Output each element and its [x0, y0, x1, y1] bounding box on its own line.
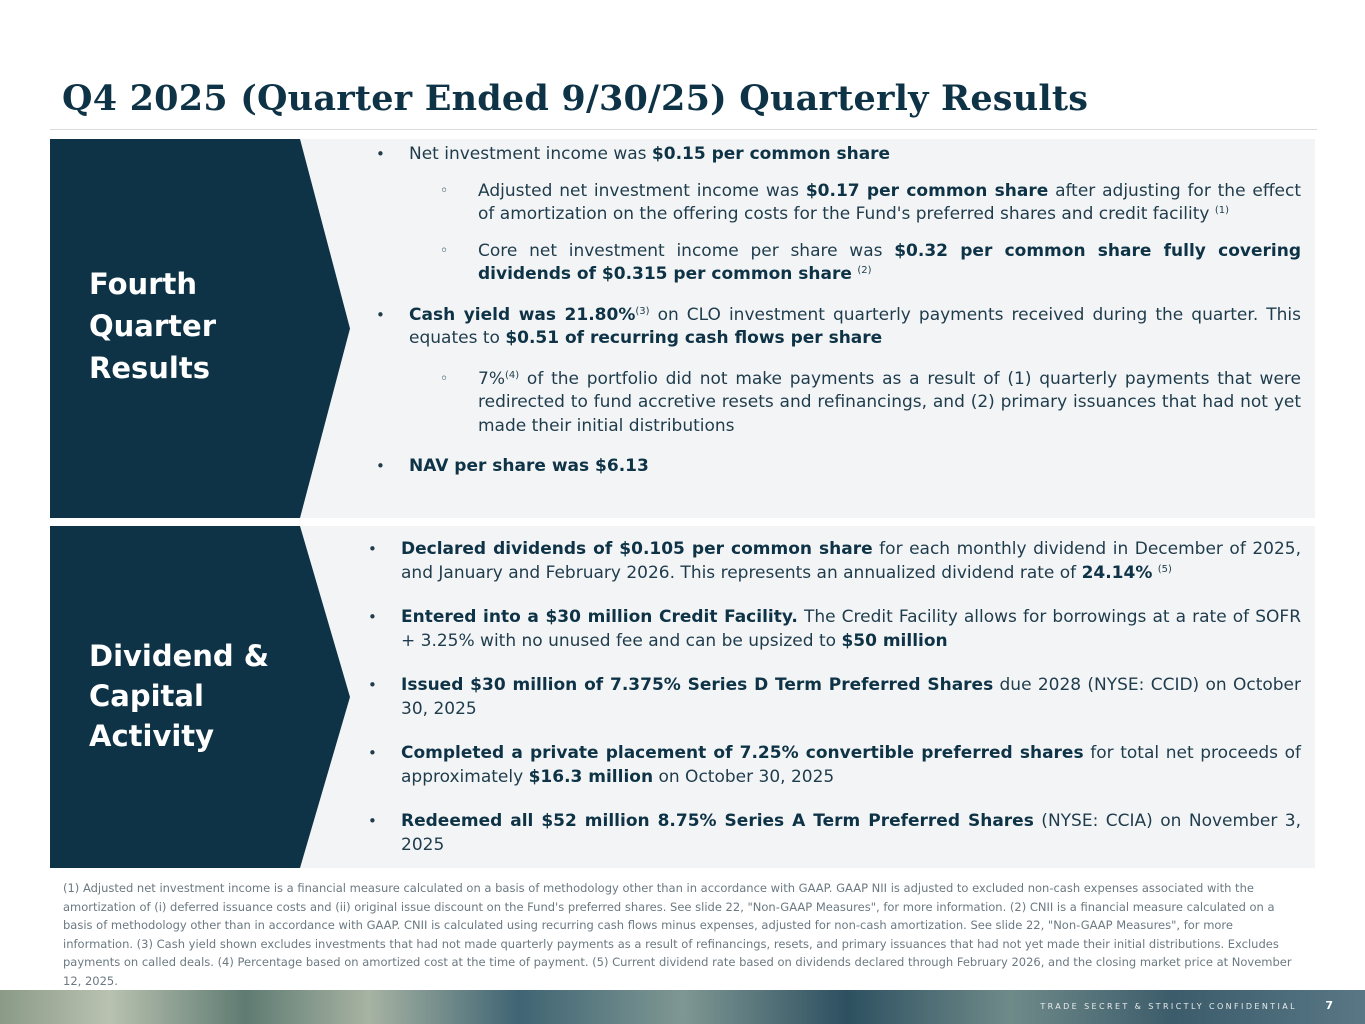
section-label-line: Results [89, 351, 210, 385]
emphasis-text: $16.3 million [528, 766, 654, 787]
emphasis-text: Cash yield was 21.80% [409, 304, 636, 325]
bullet-marker: • [368, 812, 377, 830]
body-text: of the portfolio did not make payments as a result of (1) quarterly payments that were redirected to fund accretive resets and refinancings, and (2) primary issuances that had not yet made their initial distributions [478, 368, 1301, 436]
emphasis-text: $0.32 per common share fully covering dividends of $0.315 per common share [478, 240, 1301, 284]
fourth-quarter-results-panel [50, 139, 1315, 518]
dividend-capital-activity-panel [50, 526, 1315, 868]
bullet-marker: • [368, 608, 377, 626]
emphasis-text: Completed a private placement of 7.25% convertible preferred shares [401, 743, 1084, 763]
body-text: due 2028 (NYSE: CCID) on October 30, 2025 [401, 675, 1301, 719]
body-text: after adjusting for the effect of amortization on the offering costs for the Fund's preferred shares and credit facility [478, 180, 1302, 224]
emphasis-text: $0.51 of recurring cash flows per share [505, 328, 883, 348]
body-text: 7% [478, 368, 505, 389]
body-text: for total net proceeds of approximately [401, 743, 1302, 787]
emphasis-text: $0.17 per common share [805, 180, 1049, 201]
sub-bullet-marker: ◦ [440, 182, 449, 199]
section-label-line: Quarter [89, 309, 217, 343]
slide-title: Q4 2025 (Quarter Ended 9/30/25) Quarterly Results [62, 78, 1089, 119]
section-label-line: Activity [89, 719, 215, 753]
emphasis-text: 24.14% [1081, 562, 1153, 583]
bullet-item [365, 538, 1301, 585]
section-label-line: Fourth [89, 267, 198, 301]
sub-bullet-item [373, 368, 1301, 439]
confidentiality-label: TRADE SECRET & STRICTLY CONFIDENTIAL [1040, 1002, 1297, 1011]
emphasis-text: $0.15 per common share [651, 144, 891, 164]
title-divider [50, 129, 1317, 130]
footnote-ref: (1) [1214, 205, 1229, 216]
body-text: Core net investment income per share was [478, 240, 895, 261]
emphasis-text: NAV per share was $6.13 [409, 456, 649, 476]
emphasis-text: Issued $30 million of 7.375% Series D Term Preferred Shares [401, 675, 994, 695]
footnote-ref: (4) [504, 369, 520, 381]
sub-bullet-marker: ◦ [440, 370, 449, 387]
emphasis-text: Entered into a $30 million Credit Facility. [401, 607, 798, 627]
bullet-marker: • [368, 540, 377, 558]
bullet-item [373, 455, 1301, 479]
bullet-item [373, 143, 1301, 167]
body-text: Net investment income was [409, 144, 652, 164]
section-label-dividend-capital-activity [89, 636, 289, 756]
bullet-item [365, 810, 1301, 857]
bullet-item [365, 674, 1301, 721]
bullet-item [365, 606, 1301, 653]
body-text: for each monthly dividend in December of 2025, and January and February 2026. This represents an annualized dividend rate of [401, 539, 1301, 583]
body-text: on CLO investment quarterly payments received during the quarter. This equates to [409, 304, 1301, 348]
emphasis-text: $50 million [841, 630, 948, 651]
page-number: 7 [1325, 999, 1333, 1012]
footnote-ref: (2) [857, 265, 872, 276]
bullet-item [373, 304, 1301, 351]
sub-bullet-marker: ◦ [440, 242, 449, 259]
footnote-ref: (5) [1157, 563, 1172, 575]
section-label-fourth-quarter-results [89, 263, 289, 389]
footnote-ref: (3) [635, 305, 650, 317]
emphasis-text: Declared dividends of $0.105 per common share [401, 539, 873, 559]
bullet-item [365, 742, 1301, 789]
bullet-marker: • [376, 305, 385, 324]
section-content [373, 143, 1301, 492]
bullet-marker: • [368, 744, 377, 762]
sub-bullet-item [373, 240, 1301, 287]
bullet-marker: • [376, 457, 385, 475]
bullet-marker: • [368, 676, 377, 694]
section-label-line: Dividend & [89, 639, 270, 673]
section-content [365, 538, 1301, 878]
bullet-marker: • [376, 145, 385, 163]
body-text: on October 30, 2025 [653, 766, 835, 787]
footnotes: (1) Adjusted net investment income is a financial measure calculated on a basis of methodology other than in accordance with GAAP. GAAP NII is adjusted to excluded non-cash expenses associated with the amortization of (i) deferred issuance costs and (ii) original issue discount on the Fund's preferred shares. See slide 22, "Non-GAAP Measures", for more information. (2) CNII is a financial measure calculated on a basis of methodology other than in accordance with GAAP. CNII is calculated using recurring cash flows minus expenses, adjusted for non-cash amortization. See slide 22, "Non-GAAP Measures", for more information. (3) Cash yield shown excludes investments that had not made quarterly payments as a result of refinancings, resets, and primary issuances that had not yet made their initial distributions. Excludes payments on called deals. (4) Percentage based on amortized cost at the time of payment. (5) Current dividend rate based on dividends declared through February 2026, and the closing market price at November 12, 2025. [63, 881, 1292, 988]
body-text: Adjusted net investment income was [478, 180, 806, 201]
footer-bar [0, 990, 1365, 1024]
body-text: The Credit Facility allows for borrowings at a rate of SOFR + 3.25% with no unused fee and can be upsized to [401, 607, 1302, 651]
emphasis-text: Redeemed all $52 million 8.75% Series A Term Preferred Shares [401, 811, 1034, 831]
sub-bullet-item [373, 180, 1301, 227]
section-label-line: Capital [89, 679, 204, 713]
body-text: (NYSE: CCIA) on November 3, 2025 [401, 811, 1302, 855]
